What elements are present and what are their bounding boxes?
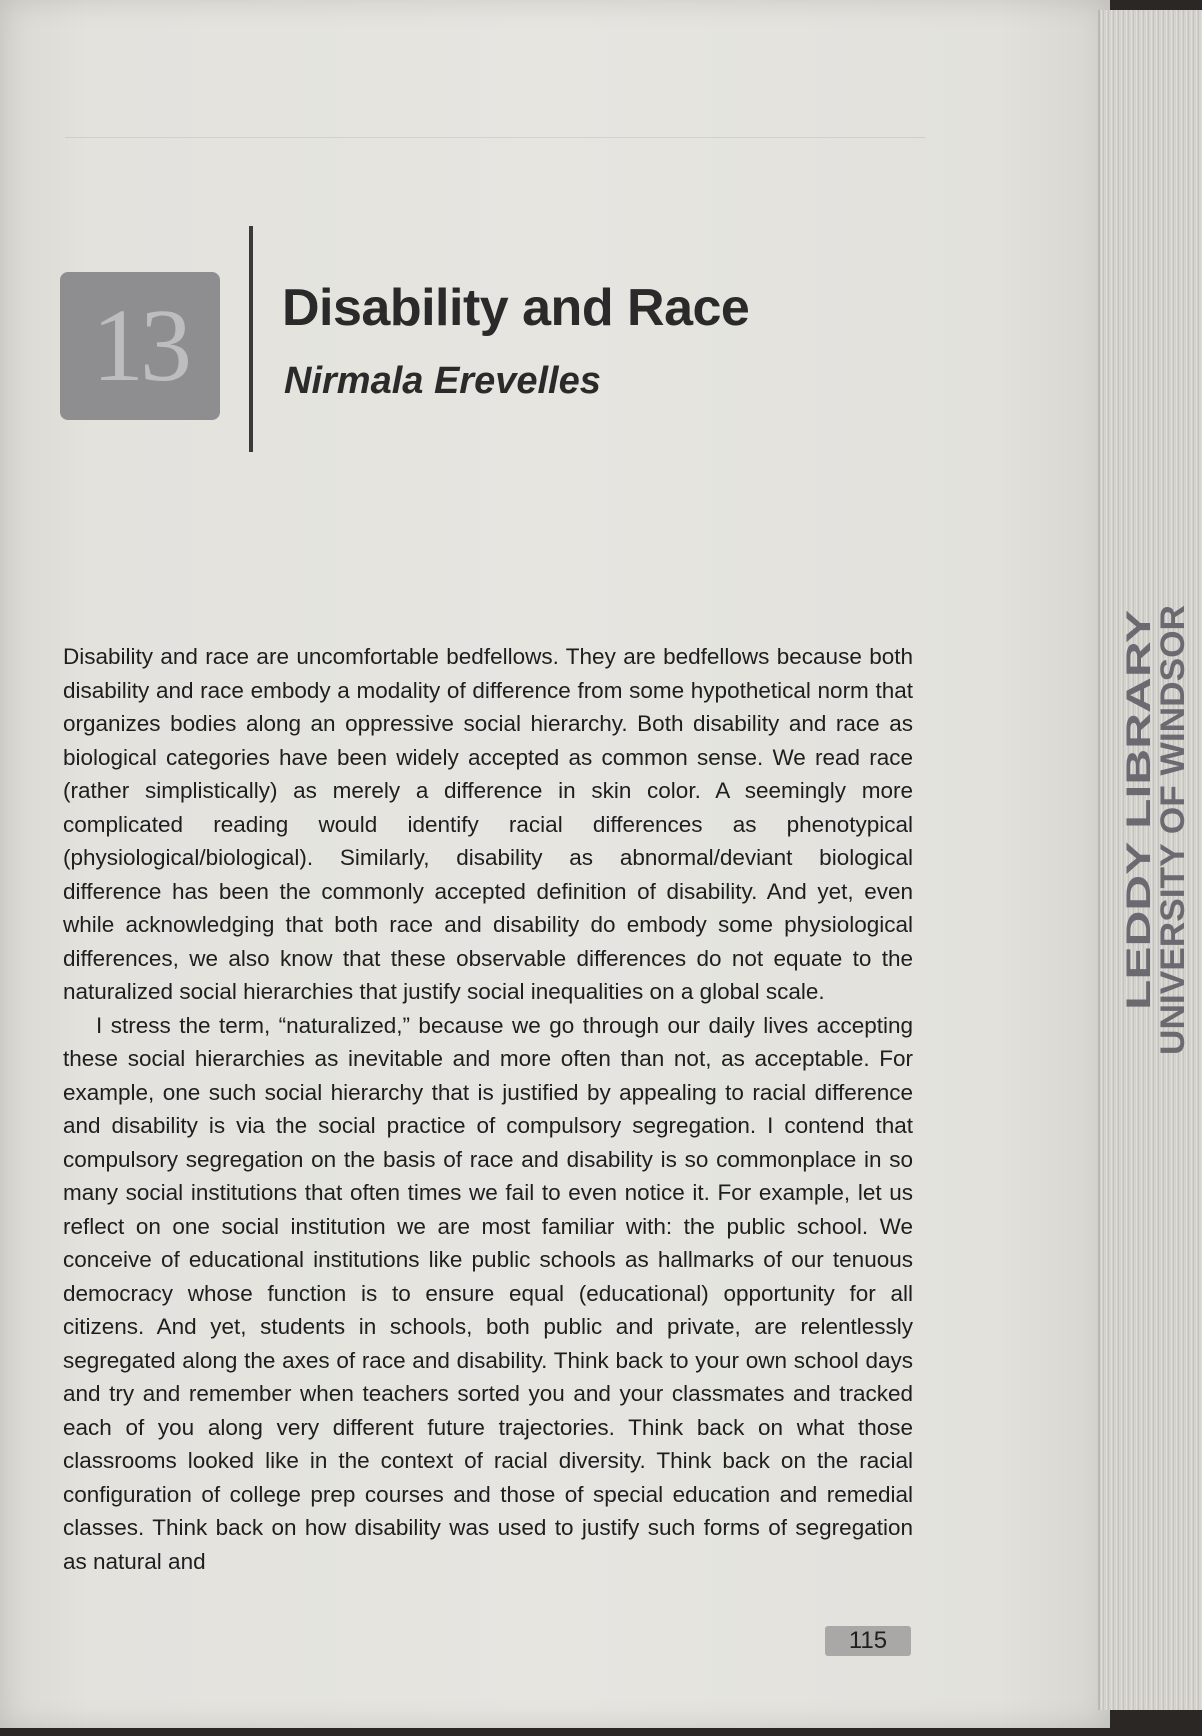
chapter-author: Nirmala Erevelles [284, 360, 601, 402]
bottom-edge [0, 1728, 1200, 1736]
stamp-line-1: LEDDY LIBRARY [1120, 736, 1158, 1010]
chapter-number-box [60, 272, 220, 420]
page-number: 115 [825, 1626, 911, 1656]
stamp-line-2: UNIVERSITY OF WINDSOR [1154, 621, 1192, 1055]
chapter-title: Disability and Race [282, 279, 750, 337]
body-paragraph: I stress the term, “naturalized,” because we go through our daily lives accepting these social hierarchies as inevitable and more often than not, as acceptable. For example, one such social hierarchy that is justified by appealing to racial difference and disability is via the social practice of compulsory segregation. I contend that compulsory segregation on the basis of race and disability is so commonplace in so many social institutions that often times we fail to even notice it. For example, let us reflect on one social institution we are most familiar with: the public school. We conceive of educational institutions like public schools as hallmarks of our tenuous democracy whose function is to ensure equal (educational) opportunity for all citizens. And yet, students in schools, both public and private, are relentlessly segregated along the axes of race and disability. Think back to your own school days and try and remember when teachers sorted you and your classmates and tracked each of you along very different future trajectories. Think back on what those classrooms looked like in the context of racial diversity. Think back on the racial configuration of college prep courses and those of special education and remedial classes. Think back on how disability was used to justify such forms of segregation as natural and [63, 1012, 913, 1574]
chapter-body [63, 640, 913, 1578]
body-paragraph: Disability and race are uncomfortable bedfellows. They are bedfellows because both disability and race embody a modality of difference from some hypothetical norm that organizes bodies along an oppressive social hierarchy. Both disability and race as biological categories have been widely accepted as common sense. We read race (rather simplistically) as merely a difference in skin color. A seemingly more complicated reading would identify racial differences as phenotypical (physiological/biological). Similarly, disability as abnormal/deviant biological difference has been the commonly accepted definition of disability. And yet, even while acknowledging that both race and disability do embody some physiological differences, we also know that these observable differences do not equate to the naturalized social hierarchies that justify social inequalities on a global scale. [63, 644, 913, 1004]
title-divider [249, 226, 253, 452]
library-stamp [1120, 600, 1192, 1060]
chapter-number: 13 [92, 288, 188, 403]
